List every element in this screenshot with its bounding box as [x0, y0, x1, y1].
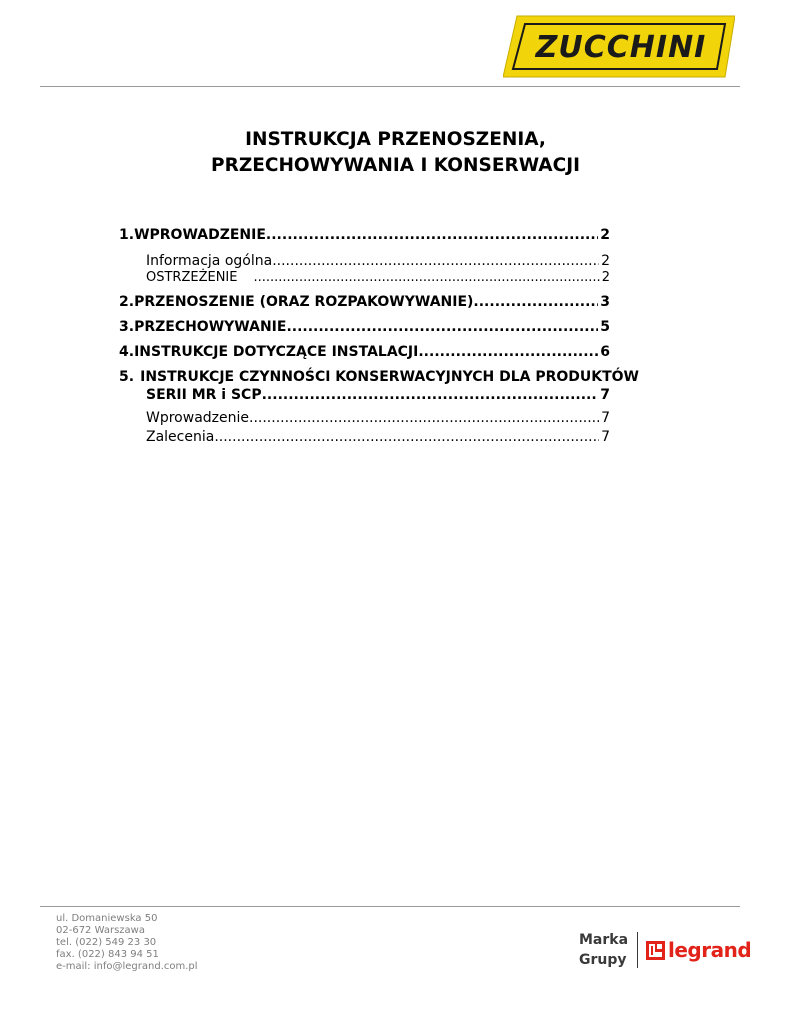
toc-leader-dots — [473, 292, 598, 312]
toc-label: Zalecenia — [146, 429, 215, 445]
toc-label: INSTRUKCJE CZYNNOŚCI KONSERWACYJNYCH DLA PRODUKTÓW — [140, 369, 639, 385]
toc-page-number: 7 — [601, 410, 610, 426]
toc-page-number: 7 — [600, 387, 610, 403]
toc-entry-4[interactable] — [119, 342, 610, 362]
toc-page-number: 6 — [600, 344, 610, 360]
footer-divider — [40, 906, 740, 907]
toc-subentry-ostrzezenie[interactable] — [146, 268, 610, 288]
address-email[interactable]: e-mail: info@legrand.com.pl — [56, 961, 198, 972]
toc-leader-dots — [262, 385, 599, 405]
brand-separator — [637, 932, 638, 968]
toc-label: Wprowadzenie — [146, 410, 249, 426]
title-line-1: INSTRUKCJA PRZENOSZENIA, — [245, 129, 546, 150]
toc-page-number: 2 — [601, 253, 610, 269]
toc-label: OSTRZEŻENIE — [146, 270, 238, 285]
toc-entry-1[interactable] — [119, 225, 610, 245]
title-line-2: PRZECHOWYWANIA I KONSERWACJI — [211, 155, 580, 176]
toc-leader-dots — [214, 427, 599, 447]
toc-entry-5-line-2[interactable] — [146, 385, 610, 405]
legrand-mark-icon — [646, 941, 665, 960]
toc-page-number: 7 — [601, 429, 610, 445]
toc-leader-dots — [253, 268, 599, 288]
header-divider — [40, 86, 740, 87]
legrand-wordmark: legrand — [668, 938, 752, 962]
toc-label: PRZENOSZENIE (ORAZ ROZPAKOWYWANIE) — [134, 294, 474, 310]
brand-line-2: Grupy — [579, 952, 627, 968]
toc-page-number: 2 — [601, 270, 610, 285]
toc-page-number: 2 — [600, 227, 610, 243]
toc-label: INSTRUKCJE DOTYCZĄCE INSTALACJI — [134, 344, 419, 360]
toc-subentry-zalecenia[interactable] — [146, 427, 610, 447]
toc-page-number: 5 — [600, 319, 610, 335]
page-title — [0, 127, 791, 179]
footer-address — [56, 913, 198, 973]
toc-label-continued: SERII MR i SCP — [146, 387, 262, 403]
toc-leader-dots — [286, 317, 598, 337]
brand-caption — [579, 930, 628, 970]
toc-number: 1. — [119, 227, 135, 243]
address-street: ul. Domaniewska 50 — [56, 913, 158, 924]
brand-line-1: Marka — [579, 932, 629, 948]
logo-text: ZUCCHINI — [535, 30, 707, 65]
toc-number: 3. — [119, 319, 135, 335]
toc-leader-dots — [249, 408, 599, 428]
toc-label: Informacja ogólna — [146, 253, 273, 269]
toc-page-number: 3 — [600, 294, 610, 310]
toc-leader-dots — [418, 342, 598, 362]
toc-entry-5-line-1[interactable] — [119, 367, 639, 387]
address-phone: tel. (022) 549 23 30 — [56, 937, 157, 948]
toc-label: WPROWADZENIE — [134, 227, 266, 243]
zucchini-logo — [503, 14, 735, 79]
address-fax: fax. (022) 843 94 51 — [56, 949, 159, 960]
toc-subentry-wprowadzenie[interactable] — [146, 408, 610, 428]
address-city: 02-672 Warszawa — [56, 925, 145, 936]
toc-number: 4. — [119, 344, 135, 360]
toc-entry-2[interactable] — [119, 292, 610, 312]
toc-number: 5. — [119, 369, 135, 385]
toc-leader-dots — [266, 225, 598, 245]
legrand-logo — [646, 938, 751, 962]
toc-entry-3[interactable] — [119, 317, 610, 337]
toc-label: PRZECHOWYWANIE — [134, 319, 287, 335]
toc-number: 2. — [119, 294, 135, 310]
